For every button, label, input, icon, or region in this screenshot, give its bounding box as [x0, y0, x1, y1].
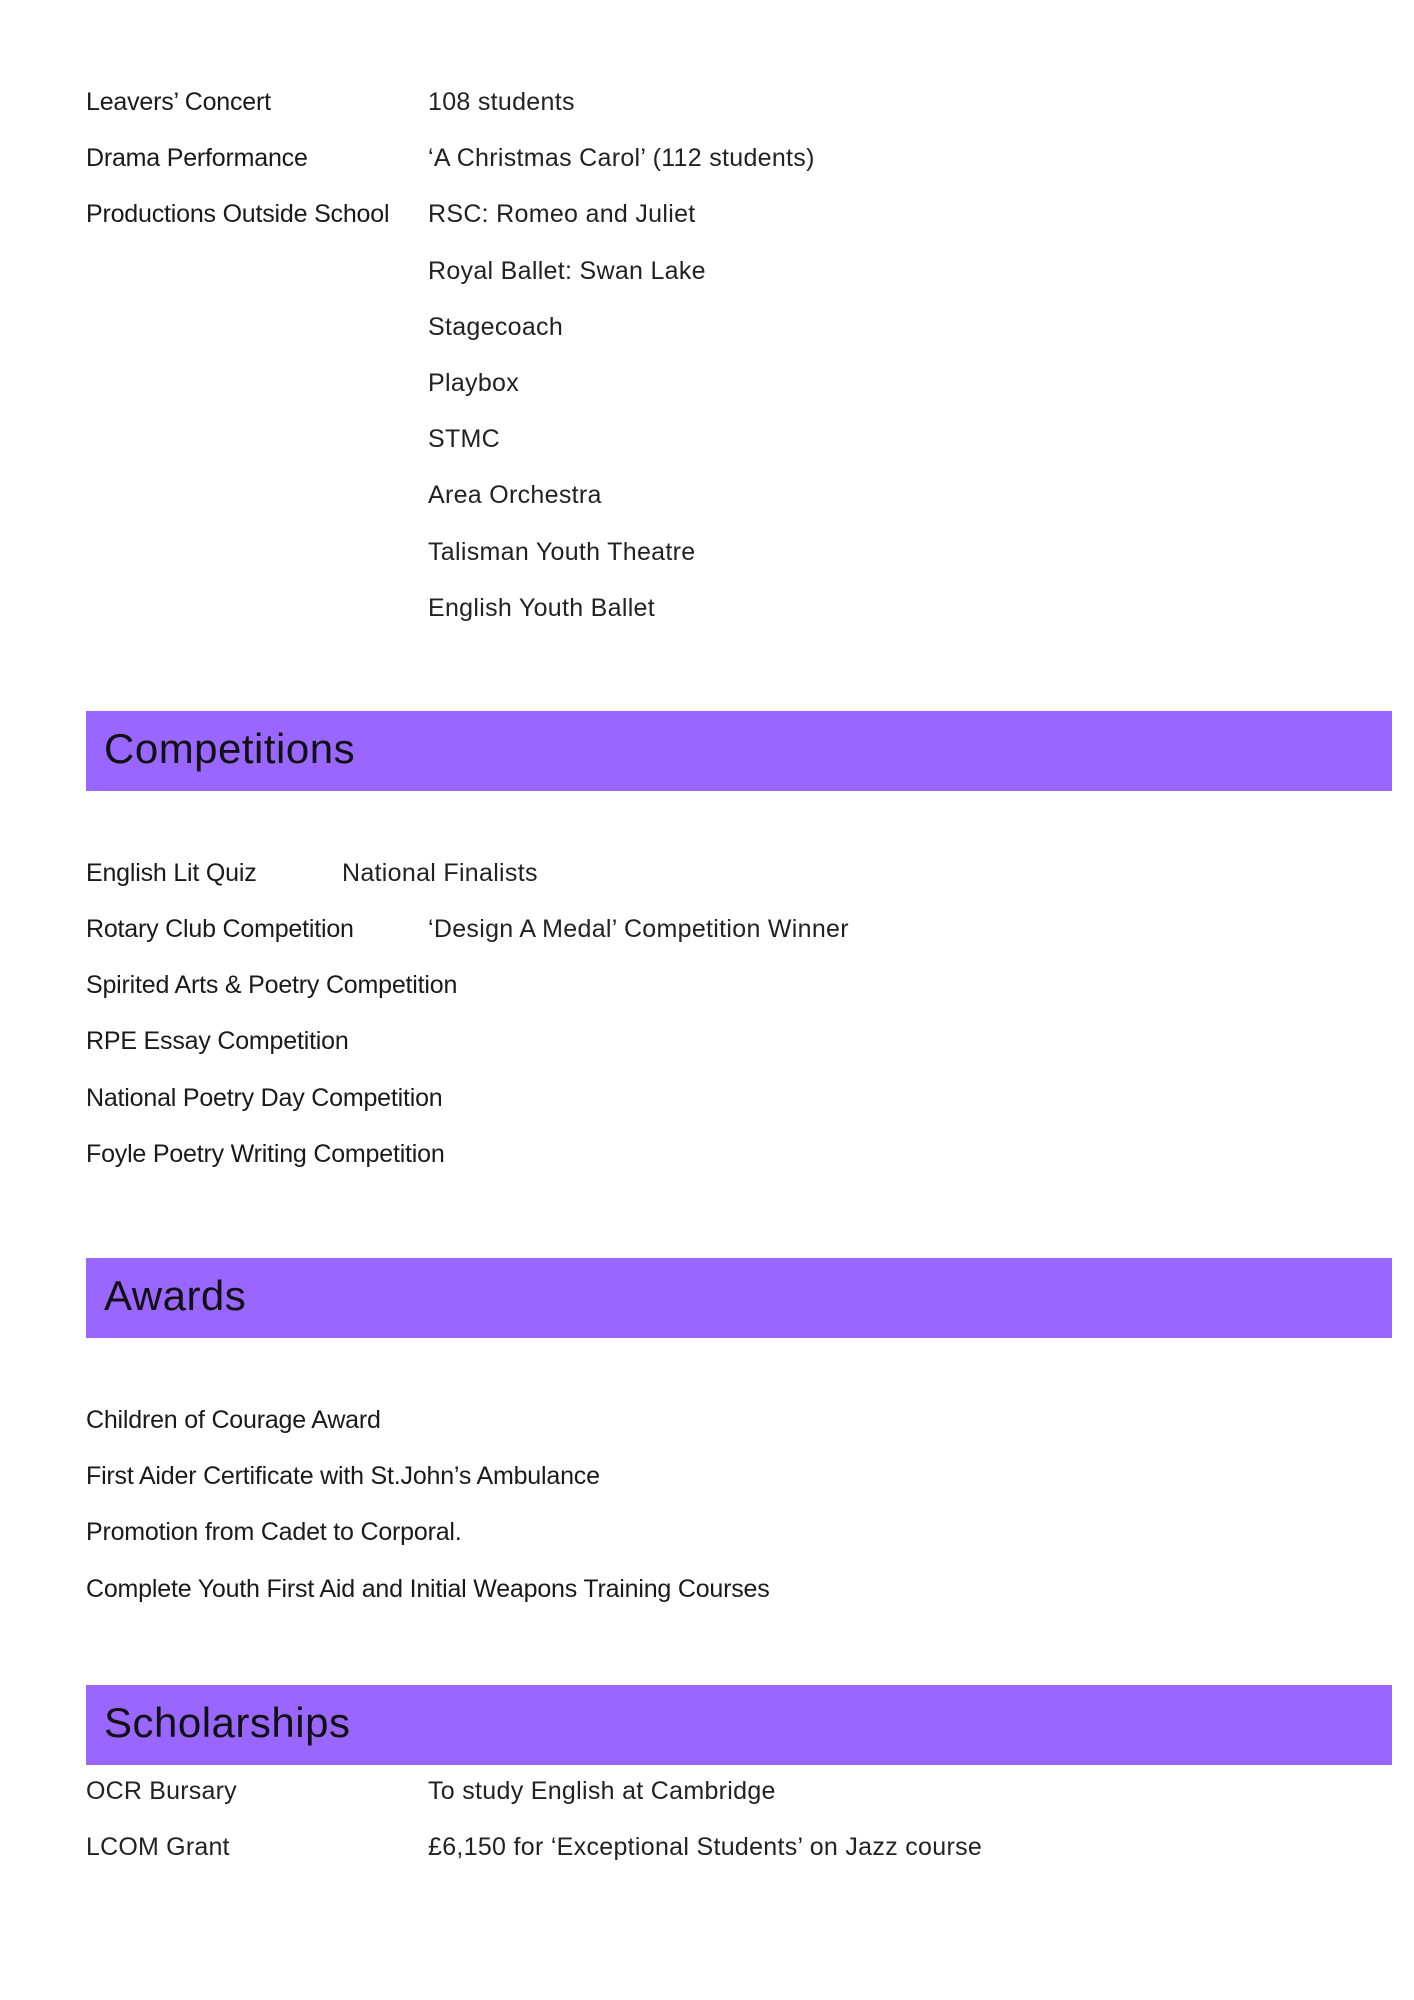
production-item: Talisman Youth Theatre [428, 538, 696, 566]
scholarship-label-ocr-bursary: OCR Bursary [86, 1777, 237, 1805]
performance-label-drama: Drama Performance [86, 144, 308, 172]
scholarship-label-lcom-grant: LCOM Grant [86, 1833, 230, 1861]
performance-label-productions-outside: Productions Outside School [86, 200, 390, 228]
awards-section-header [86, 1258, 1392, 1338]
production-item: Royal Ballet: Swan Lake [428, 257, 706, 285]
competition-label-english-lit-quiz: English Lit Quiz [86, 859, 257, 887]
scholarship-value-lcom-grant: £6,150 for ‘Exceptional Students’ on Jazz course [428, 1833, 983, 1861]
scholarships-section-header [86, 1685, 1392, 1765]
competition-value-rotary-club: ‘Design A Medal’ Competition Winner [428, 915, 849, 943]
production-item: English Youth Ballet [428, 594, 656, 622]
production-item: Stagecoach [428, 313, 564, 341]
competition-item: RPE Essay Competition [86, 1027, 349, 1055]
awards-heading: Awards [104, 1272, 247, 1319]
competition-item: Spirited Arts & Poetry Competition [86, 971, 458, 999]
award-item: Children of Courage Award [86, 1406, 381, 1434]
competition-item: Foyle Poetry Writing Competition [86, 1140, 445, 1168]
competition-label-rotary-club: Rotary Club Competition [86, 915, 354, 943]
competitions-heading: Competitions [104, 725, 356, 772]
competition-item: National Poetry Day Competition [86, 1084, 443, 1112]
production-item: Playbox [428, 369, 520, 397]
production-item: RSC: Romeo and Juliet [428, 200, 696, 228]
performance-value-leavers-concert: 108 students [428, 88, 575, 116]
performance-value-drama: ‘A Christmas Carol’ (112 students) [428, 144, 815, 172]
scholarship-value-ocr-bursary: To study English at Cambridge [428, 1777, 776, 1805]
production-item: Area Orchestra [428, 481, 602, 509]
competitions-section-header [86, 711, 1392, 791]
scholarships-heading: Scholarships [104, 1699, 351, 1746]
award-item: Complete Youth First Aid and Initial Weapons Training Courses [86, 1575, 770, 1603]
production-item: STMC [428, 425, 501, 453]
performance-label-leavers-concert: Leavers’ Concert [86, 88, 271, 116]
competition-value-english-lit-quiz: National Finalists [342, 859, 538, 887]
award-item: First Aider Certificate with St.John’s Ambulance [86, 1462, 600, 1490]
award-item: Promotion from Cadet to Corporal. [86, 1518, 462, 1546]
